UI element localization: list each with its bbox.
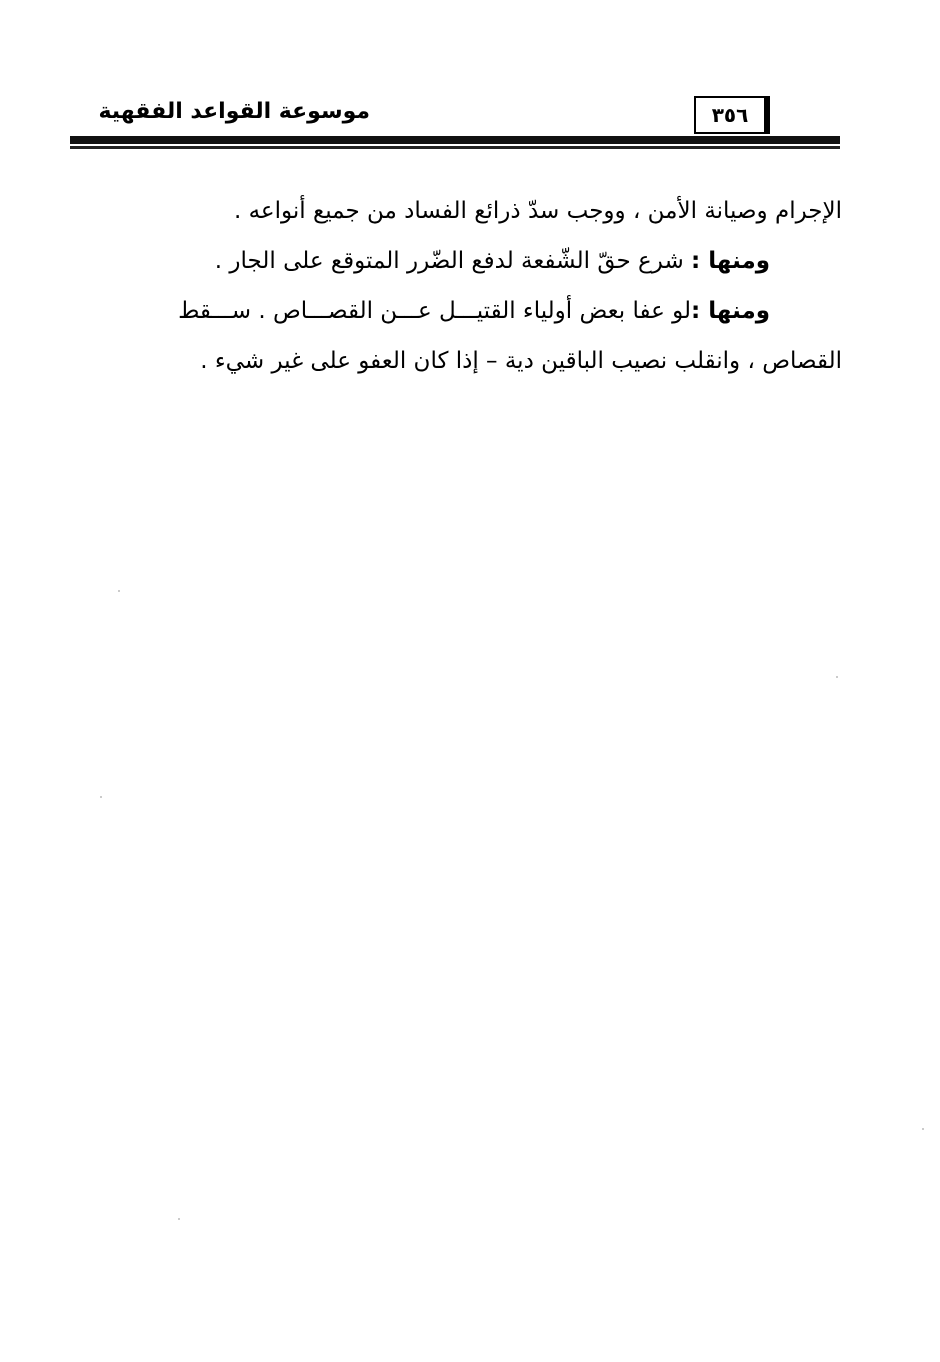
header-rule-thin [70, 146, 840, 149]
text-line-4: القصاص ، وانقلب نصيب الباقين دية – إذا كان العفو على غير شيء . [200, 348, 842, 374]
paragraph-text: شرع حقّ الشّفعة لدفع الضّرر المتوقع على الجار . [214, 248, 692, 274]
text-line-1: الإجرام وصيانة الأمن ، ووجب سدّ ذرائع الفساد من جميع أنواعه . [233, 198, 842, 224]
scan-speck [100, 796, 102, 798]
paragraph-text: لو عفا بعض أولياء القتيـــل عـــن القصـــاص . ســـقط [178, 298, 692, 324]
scan-speck [922, 1128, 924, 1130]
text-line-3 [70, 286, 842, 336]
scan-speck [118, 590, 120, 592]
paragraph-lead: ومنها : [691, 248, 770, 274]
page-number: ٣٥٦ [694, 96, 770, 134]
scan-speck [178, 1218, 180, 1220]
text-line-2 [70, 236, 842, 286]
running-title: موسوعة القواعد الفقهية [98, 99, 370, 124]
paragraph-lead: ومنها : [691, 298, 770, 324]
scan-speck [836, 676, 838, 678]
body-text [70, 186, 842, 386]
header-rule-thick [70, 136, 840, 144]
